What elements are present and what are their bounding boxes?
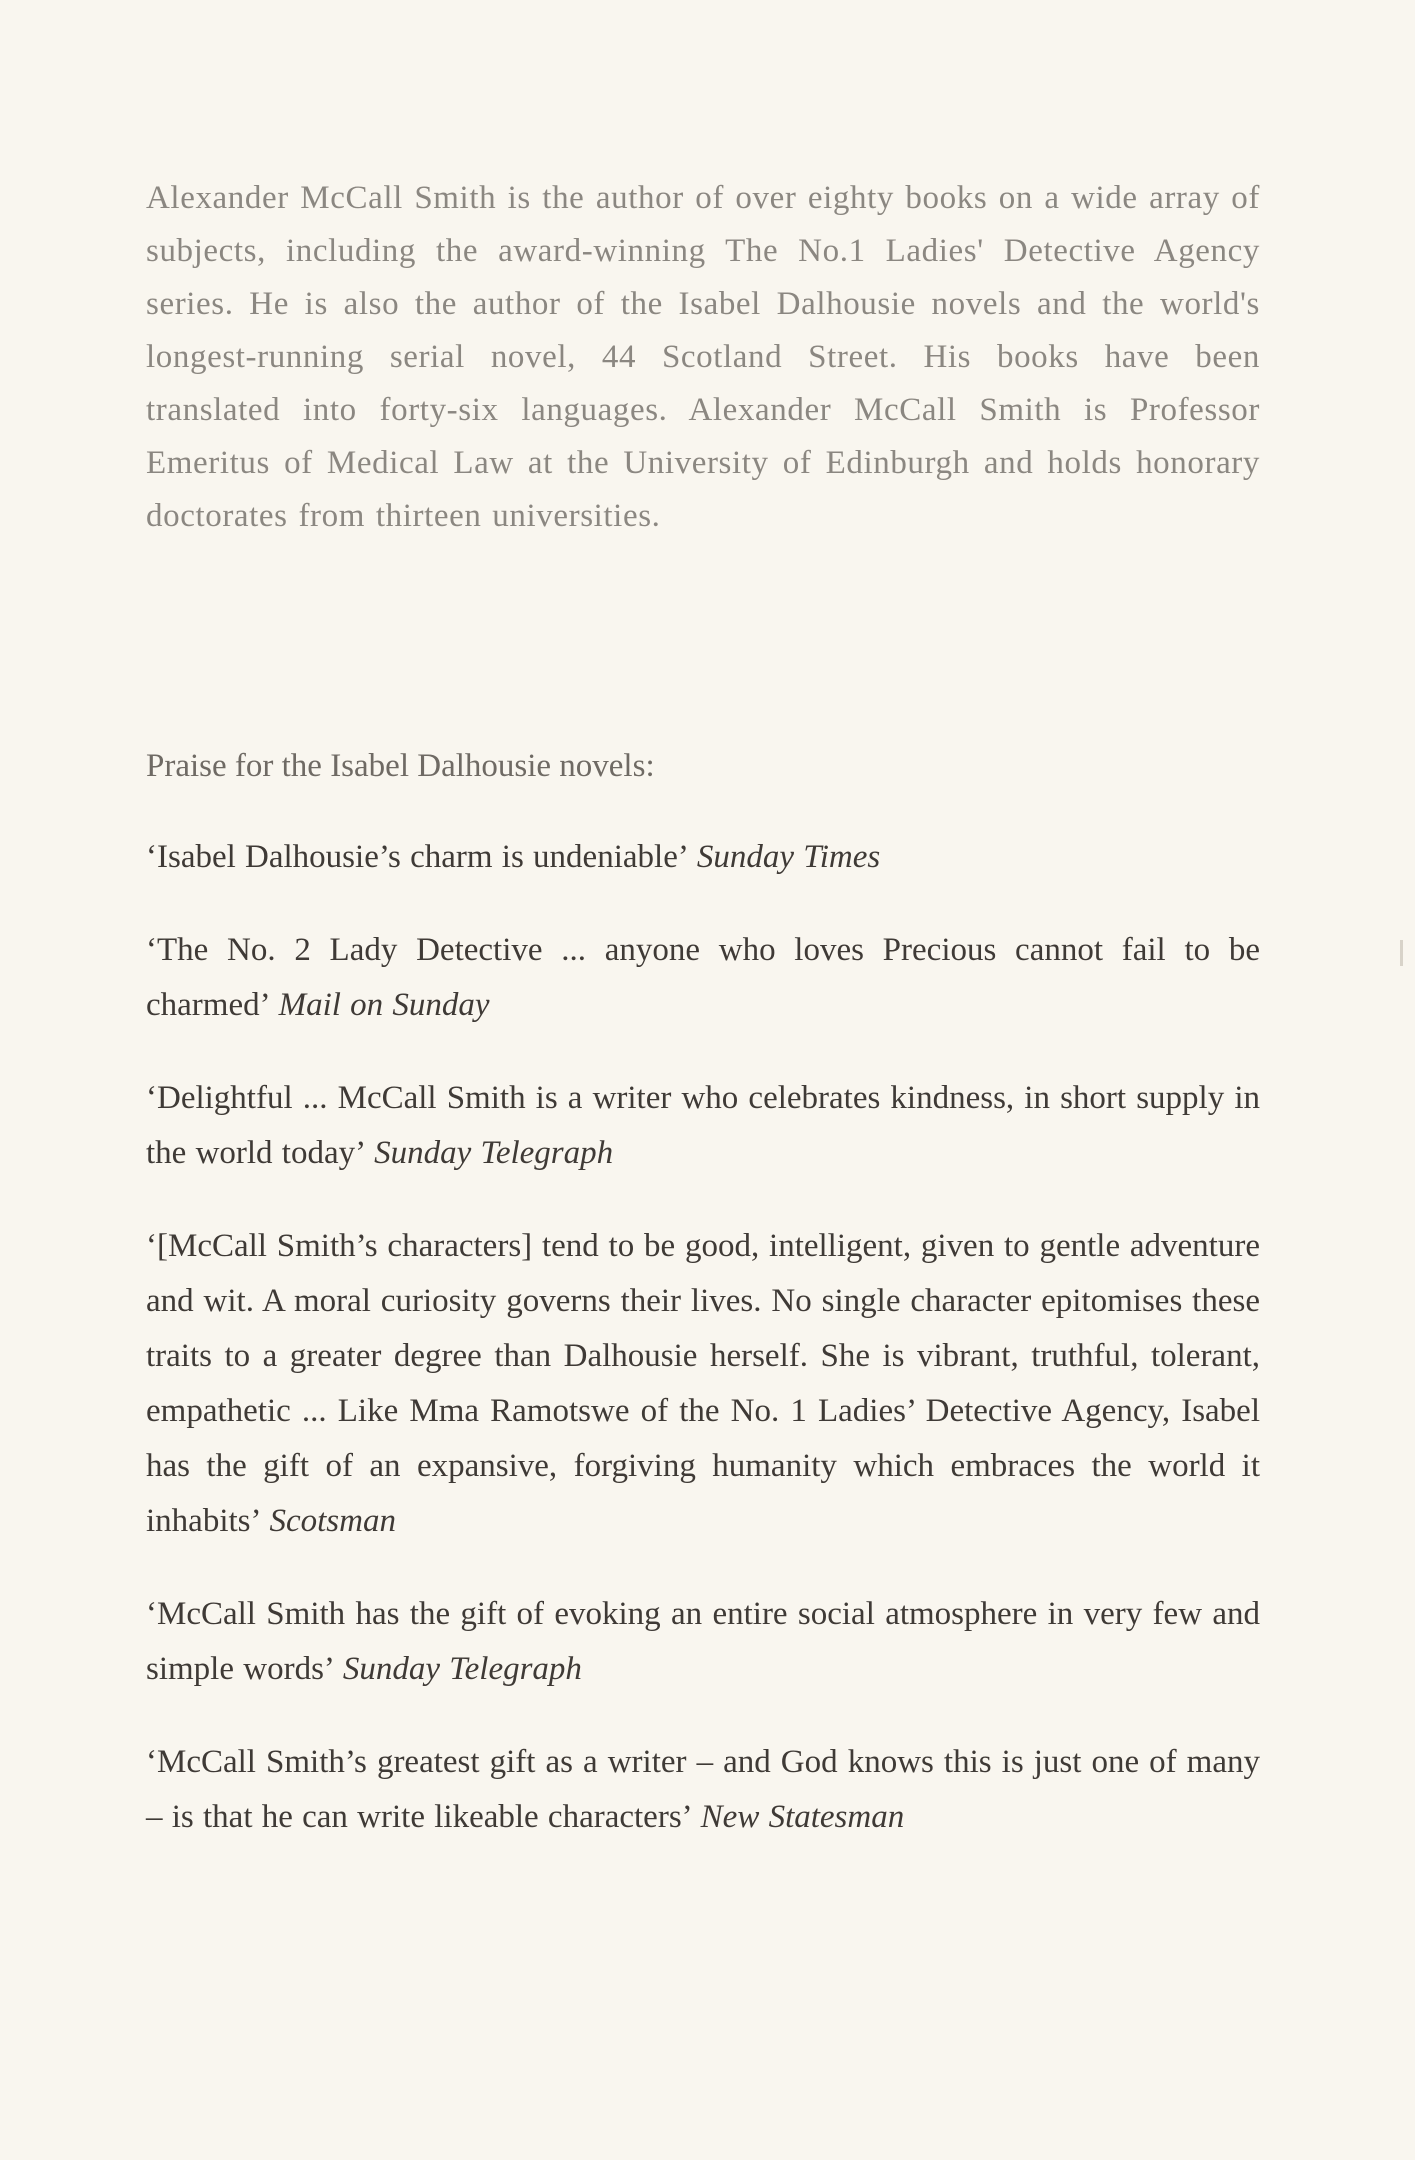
quote-source: Sunday Times [696, 839, 881, 875]
praise-quote [146, 1735, 1260, 1845]
praise-quote [146, 1587, 1260, 1697]
quote-source: Scotsman [269, 1503, 396, 1539]
quote-source: New Statesman [700, 1799, 905, 1835]
quote-text: ‘The No. 2 Lady Detective ... anyone who loves Precious cannot fail to be charmed’ [146, 932, 1260, 1023]
quote-source: Sunday Telegraph [374, 1135, 614, 1171]
praise-quotes-list [146, 830, 1260, 1883]
praise-quote [146, 923, 1260, 1033]
praise-heading: Praise for the Isabel Dalhousie novels: [146, 748, 655, 784]
author-bio: Alexander McCall Smith is the author of over eighty books on a wide array of subjects, including the award-winning The No.1 Ladies' Detective Agency series. He is also the author of the Isabel Dalhousie novels and the world's longest-running serial novel, 44 Scotland Street. His books have been translated into forty-six languages. Alexander McCall Smith is Professor Emeritus of Medical Law at the University of Edinburgh and holds honorary doctorates from thirteen universities. [146, 180, 1260, 534]
page-edge-mark [1400, 940, 1403, 966]
praise-quote [146, 1071, 1260, 1181]
praise-quote [146, 830, 1260, 885]
praise-quote [146, 1219, 1260, 1549]
quote-text: ‘[McCall Smith’s characters] tend to be good, intelligent, given to gentle adventure and wit. A moral curiosity governs their lives. No single character epitomises these traits to a greater degree than Dalhousie herself. She is vibrant, truthful, tolerant, empathetic ... Like Mma Ramotswe of the No. 1 Ladies’ Detective Agency, Isabel has the gift of an expansive, forgiving humanity which embraces the world it inhabits’ [146, 1228, 1260, 1539]
quote-text: ‘McCall Smith has the gift of evoking an entire social atmosphere in very few and simple words’ [146, 1596, 1260, 1687]
quote-source: Sunday Telegraph [342, 1651, 582, 1687]
quote-text: ‘Isabel Dalhousie’s charm is undeniable’ [146, 839, 689, 875]
quote-text: ‘Delightful ... McCall Smith is a writer who celebrates kindness, in short supply in the world today’ [146, 1080, 1260, 1171]
quote-text: ‘McCall Smith’s greatest gift as a writer – and God knows this is just one of many – is that he can write likeable characters’ [146, 1744, 1260, 1835]
quote-source: Mail on Sunday [278, 987, 490, 1023]
